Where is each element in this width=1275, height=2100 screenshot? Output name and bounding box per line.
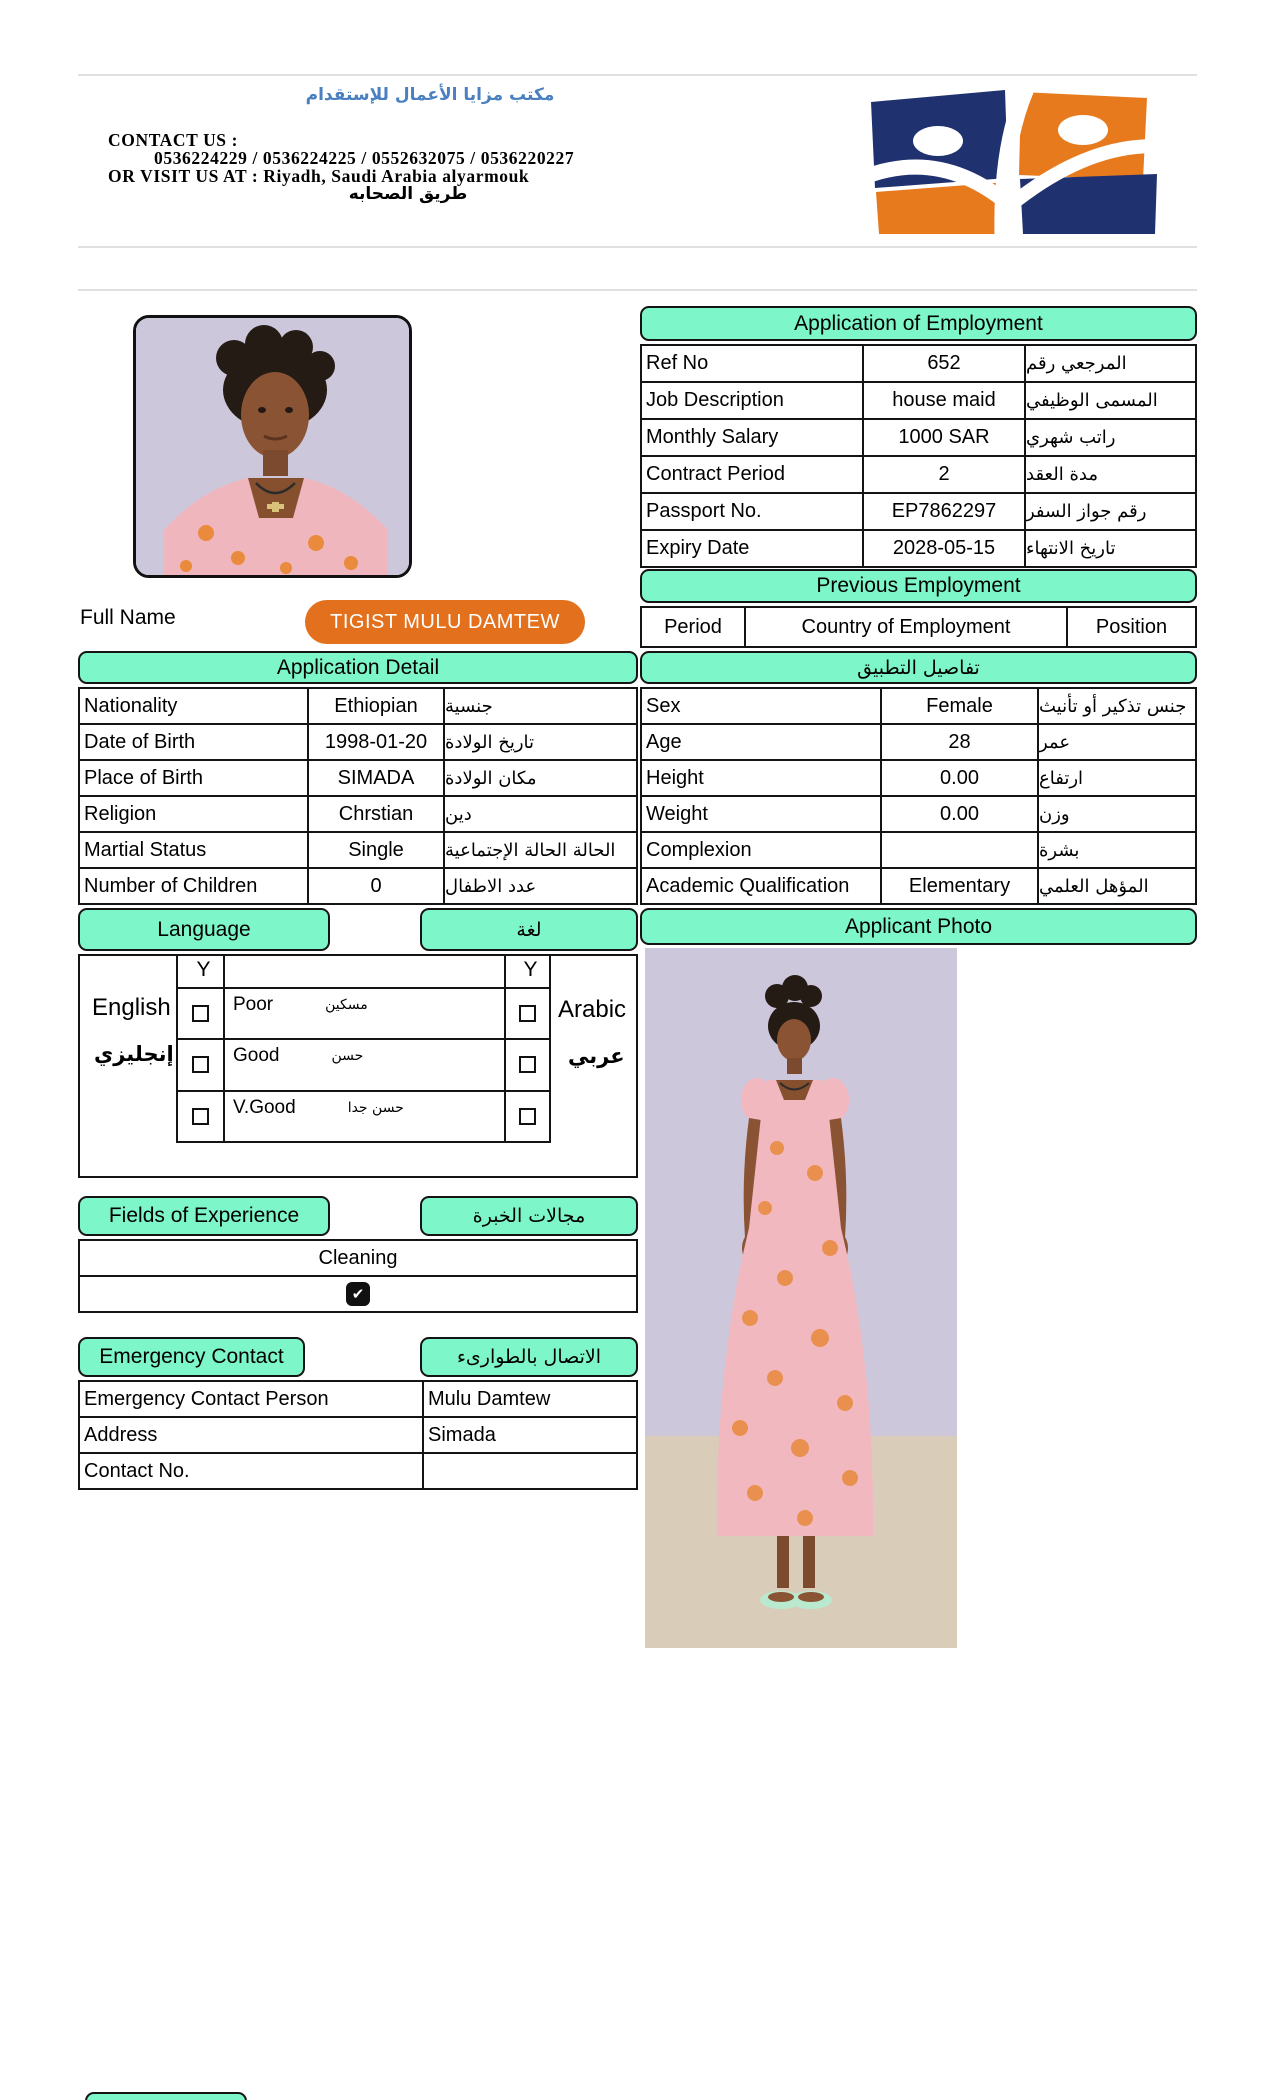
next-section-header-partial: [85, 2092, 247, 2100]
field-label: Ref No: [646, 352, 709, 374]
header-top-divider: [78, 74, 1197, 76]
table-row: [80, 689, 636, 723]
field-label: Expiry Date: [646, 537, 750, 559]
field-value: Female: [880, 689, 1037, 723]
applicant-photo-header: Applicant Photo: [640, 908, 1197, 945]
field-label-arabic: جنسية: [443, 689, 636, 723]
level-label-arabic: مسكين: [325, 997, 368, 1013]
contact-block: [108, 131, 708, 203]
unchecked-checkbox-icon: [519, 1108, 536, 1125]
table-row: [642, 529, 1195, 566]
field-value: Mulu Damtew: [422, 1382, 636, 1416]
applicant-fullbody-photo: [645, 948, 957, 1648]
level-label-arabic: حسن: [331, 1048, 364, 1065]
experience-section-header-arabic: مجالات الخبرة: [420, 1196, 638, 1236]
experience-section-header: Fields of Experience: [78, 1196, 330, 1236]
unchecked-checkbox-icon: [192, 1005, 209, 1022]
application-detail-table-left: [78, 687, 638, 905]
street-address-arabic: طريق الصحابه: [348, 184, 468, 204]
field-value: Single: [307, 833, 443, 867]
field-label-arabic: جنس تذكير أو تأنيث: [1037, 689, 1195, 723]
field-value: Chrstian: [307, 797, 443, 831]
field-value: EP7862297: [862, 494, 1024, 529]
employment-section-header: Application of Employment: [640, 306, 1197, 341]
table-row: [642, 831, 1195, 867]
application-detail-header-arabic: تفاصيل التطبيق: [640, 651, 1197, 684]
field-label-arabic: راتب شهري: [1024, 420, 1195, 455]
level-label: V.Good: [233, 1096, 296, 1118]
table-row: [178, 1090, 549, 1141]
field-label: Martial Status: [84, 838, 207, 861]
unchecked-checkbox-icon: [192, 1108, 209, 1125]
field-value: 652: [862, 346, 1024, 381]
field-label-arabic: المسمى الوظيفي: [1024, 383, 1195, 418]
field-label: Monthly Salary: [646, 426, 779, 448]
application-detail-header: Application Detail: [78, 651, 638, 684]
language-grid: [176, 954, 551, 1143]
table-row: [80, 1275, 636, 1311]
unchecked-checkbox-icon: [192, 1056, 209, 1073]
experience-item: Cleaning: [318, 1246, 398, 1269]
table-row: [642, 608, 1195, 646]
contact-label: CONTACT US :: [108, 130, 239, 150]
experience-table: [78, 1239, 638, 1313]
field-label: Nationality: [84, 694, 178, 717]
agency-name-arabic: مكتب مزايا الأعمال للإستقدام: [305, 85, 555, 105]
field-label: Weight: [646, 802, 708, 825]
table-row: [80, 867, 636, 903]
field-label-arabic: ارتفاع: [1037, 761, 1195, 795]
checked-checkbox-icon: ✔: [346, 1282, 370, 1306]
table-row: [642, 381, 1195, 418]
field-label: Academic Qualification: [646, 874, 850, 897]
yes-column-header: Y: [196, 958, 211, 981]
table-row: [642, 492, 1195, 529]
experience-check-cell: [80, 1277, 636, 1311]
table-row: [80, 1452, 636, 1488]
field-label-arabic: تاريخ الانتهاء: [1024, 531, 1195, 566]
table-row: [642, 455, 1195, 492]
table-row: [642, 867, 1195, 903]
column-header-country: Country of Employment: [744, 608, 1066, 646]
field-value: 0.00: [880, 797, 1037, 831]
field-label-arabic: مكان الولادة: [443, 761, 636, 795]
field-value: 1998-01-20: [307, 725, 443, 759]
field-label: Number of Children: [84, 874, 258, 897]
field-value: [422, 1454, 636, 1488]
contact-phones: 0536224229 / 0536224225 / 0552632075 / 0536220227: [154, 148, 575, 168]
field-label-arabic: الحالة الحالة الإجتماعية: [443, 833, 636, 867]
table-row: [642, 418, 1195, 455]
field-label-arabic: دين: [443, 797, 636, 831]
table-row: [80, 1416, 636, 1452]
field-label: Age: [646, 730, 682, 753]
employment-table: [640, 344, 1197, 568]
arabic-row-label: Arabic: [558, 996, 627, 1023]
field-value: 0: [307, 869, 443, 903]
field-value: 0.00: [880, 761, 1037, 795]
english-row-label-arabic: إنجليزي: [94, 1042, 174, 1066]
field-label: Date of Birth: [84, 730, 196, 753]
field-value: 1000 SAR: [862, 420, 1024, 455]
language-section-header-arabic: لغة: [420, 908, 638, 951]
table-row: [80, 831, 636, 867]
field-label: Place of Birth: [84, 766, 203, 789]
application-detail-table-right: [640, 687, 1197, 905]
previous-employment-header: Previous Employment: [640, 569, 1197, 603]
field-label: Contact No.: [84, 1459, 190, 1482]
field-label: Passport No.: [646, 500, 762, 522]
unchecked-checkbox-icon: [519, 1005, 536, 1022]
field-label: Contract Period: [646, 463, 785, 485]
english-row-label: English: [92, 994, 171, 1021]
table-row: [642, 759, 1195, 795]
field-label-arabic: عمر: [1037, 725, 1195, 759]
emergency-section-header: Emergency Contact: [78, 1337, 305, 1377]
full-name-badge: TIGIST MULU DAMTEW: [305, 600, 585, 644]
field-label: Religion: [84, 802, 157, 825]
field-label: Complexion: [646, 838, 752, 861]
language-section-header: Language: [78, 908, 330, 951]
field-label: Emergency Contact Person: [84, 1387, 329, 1410]
visit-address: OR VISIT US AT : Riyadh, Saudi Arabia alyarmouk: [108, 166, 530, 186]
field-label: Height: [646, 766, 704, 789]
field-label-arabic: بشرة: [1037, 833, 1195, 867]
field-label-arabic: تاريخ الولادة: [443, 725, 636, 759]
yes-column-header: Y: [523, 958, 538, 981]
emergency-section-header-arabic: الاتصال بالطوارىء: [420, 1337, 638, 1377]
table-row: [80, 759, 636, 795]
field-label-arabic: عدد الاطفال: [443, 869, 636, 903]
field-value: 28: [880, 725, 1037, 759]
table-row: [178, 956, 549, 987]
language-table: [78, 954, 638, 1178]
full-name-label: Full Name: [80, 606, 176, 629]
table-row: [642, 346, 1195, 381]
field-value: 2: [862, 457, 1024, 492]
applicant-portrait-photo: [133, 315, 412, 578]
field-label-arabic: المرجعي رقم: [1024, 346, 1195, 381]
arabic-row-label-arabic: عربي: [568, 1044, 625, 1068]
field-label-arabic: رقم جواز السفر: [1024, 494, 1195, 529]
field-label-arabic: مدة العقد: [1024, 457, 1195, 492]
field-value: Elementary: [880, 869, 1037, 903]
table-row: [178, 987, 549, 1038]
table-row: [80, 795, 636, 831]
field-value: SIMADA: [307, 761, 443, 795]
field-label-arabic: المؤهل العلمي: [1037, 869, 1195, 903]
field-value: 2028-05-15: [862, 531, 1024, 566]
column-header-period: Period: [664, 615, 722, 638]
header-bottom-divider: [78, 246, 1197, 248]
field-label-arabic: وزن: [1037, 797, 1195, 831]
table-row: [80, 1241, 636, 1275]
level-label: Poor: [233, 994, 274, 1015]
level-label: Good: [233, 1045, 280, 1067]
field-value: [880, 833, 1037, 867]
field-label: Address: [84, 1423, 158, 1446]
field-value: Simada: [422, 1418, 636, 1452]
agency-logo-icon: [855, 78, 1177, 234]
emergency-contact-table: [78, 1380, 638, 1490]
table-row: [80, 723, 636, 759]
empty-header-cell: [223, 956, 506, 987]
previous-employment-table: [640, 606, 1197, 648]
column-header-position: Position: [1066, 608, 1195, 646]
table-row: [642, 689, 1195, 723]
level-label-arabic: حسن جدا: [347, 1099, 404, 1116]
table-row: [80, 1382, 636, 1416]
field-value: house maid: [862, 383, 1024, 418]
field-label: Sex: [646, 694, 681, 717]
table-row: [178, 1038, 549, 1089]
body-top-divider: [78, 289, 1197, 291]
field-label: Job Description: [646, 389, 784, 411]
field-value: Ethiopian: [307, 689, 443, 723]
table-row: [642, 723, 1195, 759]
unchecked-checkbox-icon: [519, 1056, 536, 1073]
table-row: [642, 795, 1195, 831]
